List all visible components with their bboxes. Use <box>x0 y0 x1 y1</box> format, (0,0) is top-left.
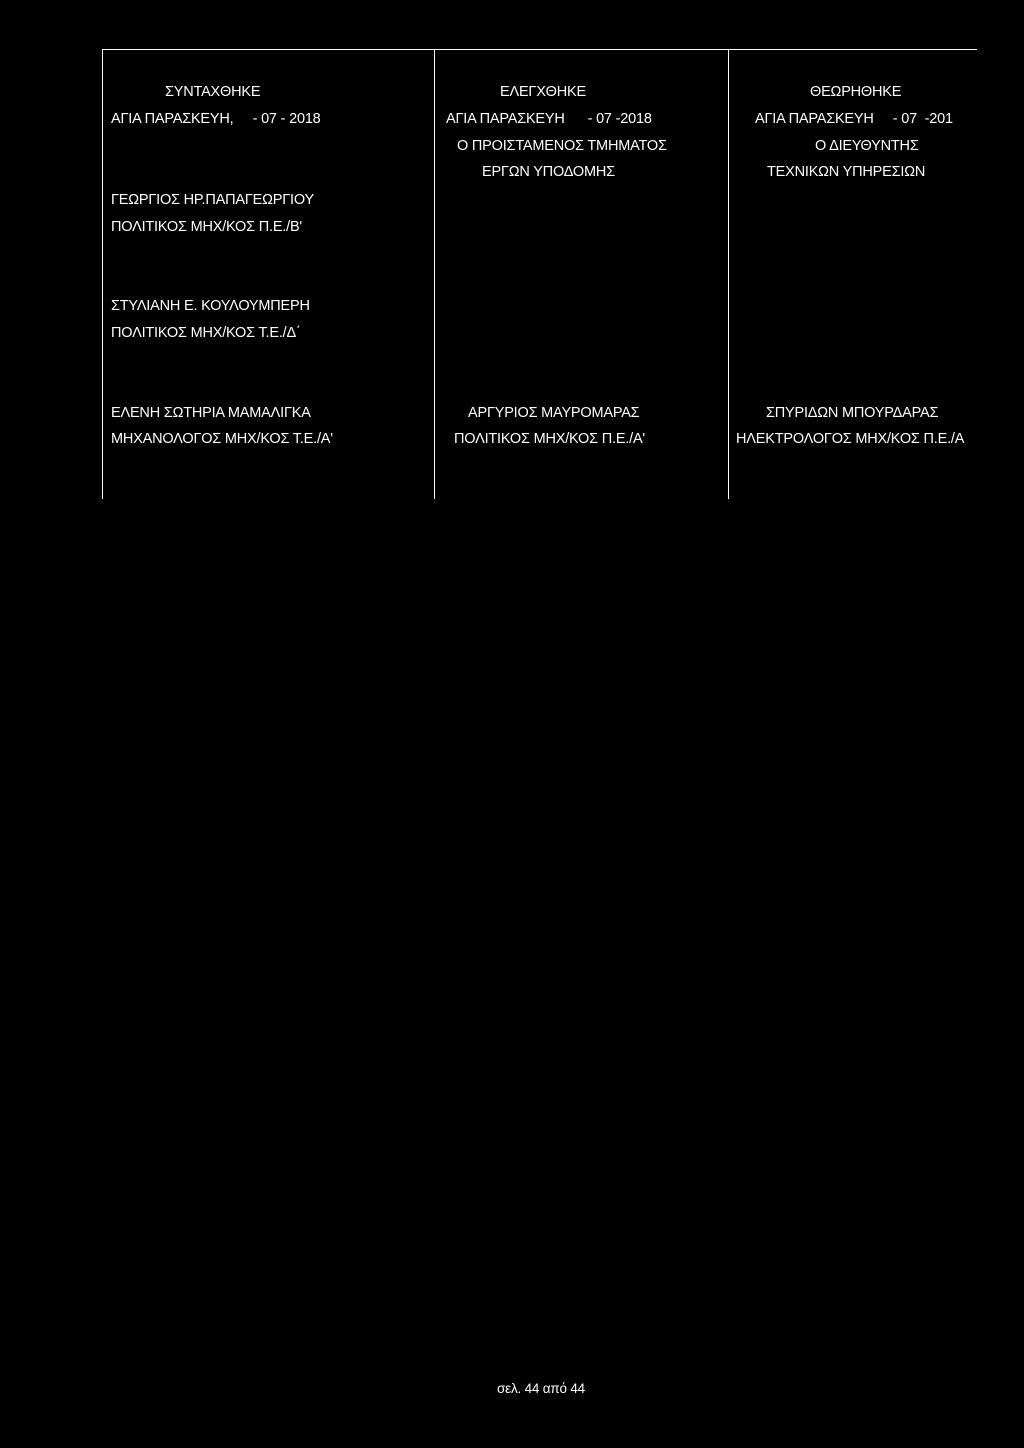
col3-role-line1: Ο ΔΙΕΥΘΥΝΤΗΣ <box>815 138 919 154</box>
table-left-border <box>102 49 103 499</box>
col3-role-line2: ΤΕΧΝΙΚΩΝ ΥΠΗΡΕΣΙΩΝ <box>767 164 926 180</box>
col1-signer2-name: ΣΤΥΛΙΑΝΗ Ε. ΚΟΥΛΟΥΜΠΕΡΗ <box>111 298 310 314</box>
col3-signer-title: ΗΛΕΚΤΡΟΛΟΓΟΣ ΜΗΧ/ΚΟΣ Π.Ε./Α <box>736 431 965 447</box>
page-number: σελ. 44 από 44 <box>497 1381 585 1396</box>
col1-signer3-title: ΜΗΧΑΝΟΛΟΓΟΣ ΜΗΧ/ΚΟΣ Τ.Ε./Α' <box>111 431 333 447</box>
col2-signer-title: ΠΟΛΙΤΙΚΟΣ ΜΗΧ/ΚΟΣ Π.Ε./Α' <box>454 431 645 447</box>
col3-heading: ΘΕΩΡΗΘΗΚΕ <box>810 84 902 100</box>
col1-heading: ΣΥΝΤΑΧΘΗΚΕ <box>165 84 261 100</box>
col2-role-line2: ΕΡΓΩΝ ΥΠΟΔΟΜΗΣ <box>482 164 615 180</box>
column-divider-1 <box>434 49 435 499</box>
col1-signer3-name: ΕΛΕΝΗ ΣΩΤΗΡΙΑ ΜΑΜΑΛΙΓΚΑ <box>111 405 311 421</box>
col3-signer-name: ΣΠΥΡΙΔΩΝ ΜΠΟΥΡΔΑΡΑΣ <box>766 405 939 421</box>
column-divider-2 <box>728 49 729 499</box>
col1-signer2-title: ΠΟΛΙΤΙΚΟΣ ΜΗΧ/ΚΟΣ Τ.Ε./Δ΄ <box>111 325 301 341</box>
col2-heading: ΕΛΕΓΧΘΗΚΕ <box>500 84 586 100</box>
col1-signer1-name: ΓΕΩΡΓΙΟΣ ΗΡ.ΠΑΠΑΓΕΩΡΓΙΟΥ <box>111 192 314 208</box>
col2-signer-name: ΑΡΓΥΡΙΟΣ ΜΑΥΡΟΜΑΡΑΣ <box>468 405 640 421</box>
col1-place-date: ΑΓΙΑ ΠΑΡΑΣΚΕΥΗ, - 07 - 2018 <box>111 111 321 127</box>
table-top-border <box>102 49 977 50</box>
col3-place-date: ΑΓΙΑ ΠΑΡΑΣΚΕΥΗ - 07 -201 <box>755 111 953 127</box>
col2-role-line1: Ο ΠΡΟΙΣΤΑΜΕΝΟΣ ΤΜΗΜΑΤΟΣ <box>457 138 667 154</box>
col2-place-date: ΑΓΙΑ ΠΑΡΑΣΚΕΥΗ - 07 -2018 <box>446 111 652 127</box>
col1-signer1-title: ΠΟΛΙΤΙΚΟΣ ΜΗΧ/ΚΟΣ Π.Ε./Β' <box>111 219 302 235</box>
